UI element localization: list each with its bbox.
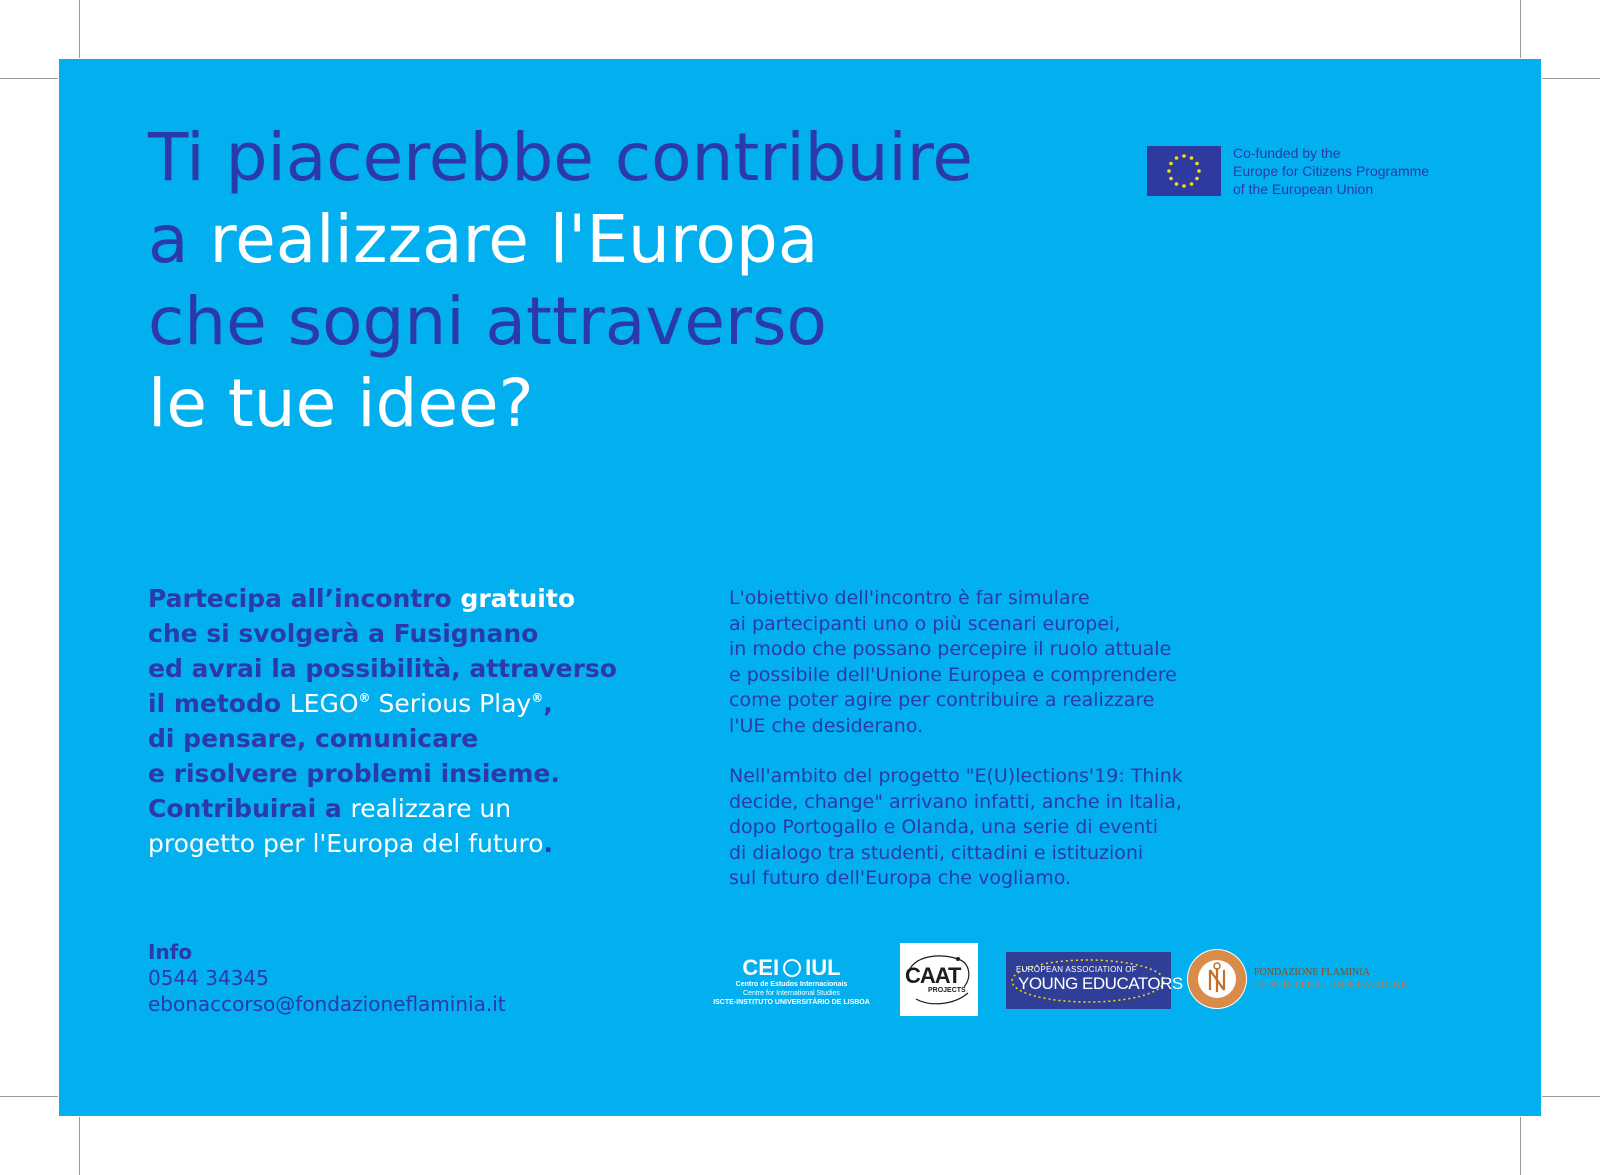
- eu-star: [1195, 162, 1199, 166]
- serious-play-brand: Serious Play: [370, 689, 532, 718]
- caat-projects-logo: [900, 943, 978, 1016]
- flaminia-tagline: CENTRO PER L'INNOVAZIONE: [1254, 979, 1408, 991]
- description-line: decide, change" arrivano infatti, anche in Italia,: [729, 790, 1182, 813]
- intro-line: [148, 791, 617, 826]
- eu-text-line: Co-funded by the: [1233, 145, 1341, 161]
- headline-line: [148, 199, 973, 281]
- intro-line: [148, 826, 617, 861]
- registered-mark: ®: [531, 691, 544, 705]
- info-block: [148, 939, 506, 1017]
- cei-wordmark: [709, 956, 874, 980]
- crop-mark: [0, 1096, 58, 1097]
- crop-mark: [1520, 0, 1521, 58]
- eu-text-line: Europe for Citizens Programme: [1233, 163, 1430, 179]
- eu-star: [1197, 169, 1201, 173]
- cei-subtitle: Centro de Estudos Internacionais: [735, 981, 848, 988]
- intro-text: ,: [543, 689, 553, 718]
- intro-line: e risolvere problemi insieme.: [148, 759, 560, 788]
- eu-star: [1182, 154, 1186, 158]
- headline: [148, 117, 973, 445]
- cei-left-text: CEI: [742, 955, 780, 980]
- intro-highlight: progetto per l'Europa del futuro: [148, 829, 544, 858]
- description-paragraph: [729, 586, 1269, 739]
- description-line: ai partecipanti uno o più scenari europei,: [729, 612, 1121, 635]
- eaye-logo: [1006, 952, 1183, 1009]
- description-paragraph: [729, 764, 1269, 892]
- eu-star: [1190, 156, 1194, 160]
- intro-highlight: gratuito: [460, 584, 575, 613]
- eu-flag-icon: [1147, 146, 1221, 196]
- fondazione-flaminia-logo: [1186, 948, 1426, 1014]
- intro-text: .: [543, 829, 554, 858]
- eaye-big-text: YOUNG EDUCATORS: [1018, 974, 1183, 993]
- eu-star: [1167, 169, 1171, 173]
- eu-star: [1169, 162, 1173, 166]
- flaminia-seal-icon: [1186, 948, 1248, 1010]
- info-phone[interactable]: 0544 34345: [148, 966, 269, 990]
- info-email[interactable]: ebonaccorso@fondazioneflaminia.it: [148, 992, 506, 1016]
- eu-star: [1182, 184, 1186, 188]
- eu-star: [1169, 177, 1173, 181]
- flaminia-name: FONDAZIONE FLAMINIA: [1254, 967, 1370, 978]
- cei-iul-logo: [709, 956, 874, 1016]
- intro-text: Partecipa all’incontro: [148, 584, 461, 613]
- lego-brand: LEGO: [289, 689, 359, 718]
- headline-line: Ti piacerebbe contribuire: [148, 119, 974, 196]
- cei-right-text: IUL: [805, 955, 841, 980]
- intro-line: che si svolgerà a Fusignano: [148, 619, 539, 648]
- eu-star: [1190, 182, 1194, 186]
- description-line: Nell'ambito del progetto "E(U)lections'19: Think: [729, 765, 1183, 787]
- caat-wordmark: CAAT: [905, 963, 961, 988]
- eu-star: [1175, 182, 1179, 186]
- intro-text: Contribuirai a: [148, 794, 351, 823]
- cei-subtitle: Centre for International Studies: [743, 990, 840, 997]
- intro-line: di pensare, comunicare: [148, 724, 479, 753]
- description-line: e possibile dell'Unione Europea e comprendere: [729, 663, 1177, 686]
- eu-cofunded-logo: [1147, 146, 1429, 198]
- description-line: come poter agire per contribuire a realizzare: [729, 689, 1155, 711]
- eu-stars-icon: [1147, 146, 1221, 196]
- description-line: sul futuro dell'Europa che vogliamo.: [729, 867, 1072, 889]
- crop-mark: [1542, 78, 1600, 79]
- intro-paragraph: [148, 581, 617, 861]
- crop-mark: [0, 78, 58, 79]
- description-line: l'UE che desiderano.: [729, 714, 924, 737]
- crop-mark: [79, 1117, 80, 1175]
- description-line: in modo che possano percepire il ruolo attuale: [729, 638, 1172, 660]
- info-title: Info: [148, 940, 193, 964]
- cei-subtitle: ISCTE-INSTITUTO UNIVERSITÁRIO DE LISBOA: [713, 999, 870, 1006]
- registered-mark: ®: [358, 691, 371, 705]
- intro-highlight: realizzare un: [350, 794, 512, 823]
- intro-text: il metodo: [148, 689, 290, 718]
- eu-funding-text: [1233, 144, 1429, 198]
- description-line: di dialogo tra studenti, cittadini e istituzioni: [729, 841, 1144, 864]
- headline-line: le tue idee?: [148, 365, 534, 442]
- intro-line: [148, 686, 617, 721]
- description: [729, 586, 1269, 917]
- description-line: dopo Portogallo e Olanda, una serie di eventi: [729, 816, 1159, 838]
- headline-line: che sogni attraverso: [148, 283, 827, 360]
- eu-star: [1195, 177, 1199, 181]
- eaye-small-text: EUROPEAN ASSOCIATION OF: [1016, 965, 1137, 974]
- eu-text-line: of the European Union: [1233, 181, 1374, 197]
- eu-star: [1175, 156, 1179, 160]
- intro-line: ed avrai la possibilità, attraverso: [148, 654, 617, 683]
- crop-mark: [1542, 1096, 1600, 1097]
- description-line: L'obiettivo dell'incontro è far simulare: [729, 587, 1090, 609]
- globe-icon: [783, 959, 801, 977]
- caat-subtitle: PROJECTS: [928, 987, 966, 994]
- flyer-panel: [59, 59, 1541, 1116]
- crop-mark: [1520, 1117, 1521, 1175]
- intro-line: [148, 581, 617, 616]
- headline-highlight: realizzare l'Europa: [209, 201, 819, 278]
- headline-text: a: [148, 201, 210, 278]
- crop-mark: [79, 0, 80, 58]
